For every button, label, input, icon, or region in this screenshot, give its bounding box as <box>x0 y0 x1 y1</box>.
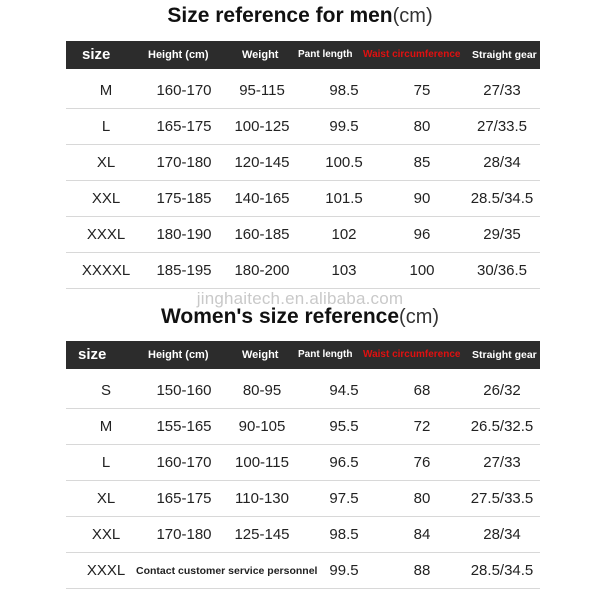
header-height: Height (cm) <box>148 349 209 361</box>
men-table-header <box>66 41 540 69</box>
cell-waist: 80 <box>413 490 431 507</box>
header-straight-gear: Straight gear <box>472 349 537 361</box>
header-waist-circumference: Waist circumference <box>363 349 461 360</box>
cell-size: XXL <box>91 526 121 543</box>
cell-height: 165-175 <box>156 118 212 135</box>
cell-weight: 100-115 <box>235 454 289 471</box>
cell-weight: 110-130 <box>235 490 289 507</box>
cell-straight-gear: 27/33.5 <box>476 118 528 135</box>
cell-pant-length: 98.5 <box>329 82 359 99</box>
header-size: size <box>82 46 111 63</box>
header-weight: Weight <box>242 49 279 61</box>
header-pant-length: Pant length <box>298 349 353 360</box>
cell-size: XXXL <box>86 226 126 243</box>
cell-size: XXXXL <box>81 262 131 279</box>
men-title-unit: (cm) <box>392 5 433 27</box>
cell-waist: 90 <box>413 190 431 207</box>
table-row <box>66 218 540 253</box>
header-pant-length: Pant length <box>298 49 353 60</box>
cell-straight-gear: 29/35 <box>483 226 521 243</box>
cell-height: 150-160 <box>156 382 212 399</box>
cell-pant-length: 97.5 <box>329 490 359 507</box>
cell-waist: 75 <box>413 82 431 99</box>
cell-height: 160-170 <box>156 82 212 99</box>
men-title-text: Size reference for men <box>167 4 393 27</box>
cell-waist: 84 <box>413 526 431 543</box>
cell-size: L <box>101 118 111 135</box>
cell-straight-gear: 27.5/33.5 <box>470 490 534 507</box>
table-row <box>66 518 540 553</box>
table-row <box>66 482 540 517</box>
cell-waist: 80 <box>413 118 431 135</box>
cell-straight-gear: 28.5/34.5 <box>470 562 534 579</box>
cell-height: 155-165 <box>156 418 212 435</box>
cell-weight: 95-115 <box>239 82 285 99</box>
cell-pant-length: 101.5 <box>325 190 363 207</box>
watermark: jinghaitech.en.alibaba.com <box>196 289 404 308</box>
women-table-header <box>66 341 540 369</box>
cell-size: L <box>101 454 111 471</box>
header-waist-circumference: Waist circumference <box>363 49 461 60</box>
cell-weight: 100-125 <box>234 118 290 135</box>
cell-waist: 88 <box>413 562 431 579</box>
cell-pant-length: 94.5 <box>329 382 359 399</box>
table-row <box>66 446 540 481</box>
table-row <box>66 146 540 181</box>
cell-weight: 90-105 <box>238 418 286 435</box>
cell-height: 160-170 <box>156 454 212 471</box>
men-size-title <box>0 4 600 28</box>
cell-pant-length: 99.5 <box>329 562 359 579</box>
women-title-text: Women's size reference <box>160 305 400 328</box>
cell-size: XL <box>96 490 116 507</box>
table-row <box>66 182 540 217</box>
cell-pant-length: 100.5 <box>325 154 363 171</box>
cell-height: 175-185 <box>156 190 212 207</box>
header-size: size <box>78 346 107 363</box>
table-row <box>66 74 540 109</box>
cell-pant-length: 99.5 <box>329 118 359 135</box>
cell-straight-gear: 28.5/34.5 <box>470 190 534 207</box>
cell-weight: 180-200 <box>234 262 290 279</box>
cell-height: 170-180 <box>156 526 212 543</box>
cell-height: 165-175 <box>156 490 212 507</box>
header-straight-gear: Straight gear <box>472 49 537 61</box>
cell-pant-length: 103 <box>331 262 357 279</box>
cell-contact-note: Contact customer service personnel <box>136 565 318 577</box>
cell-weight: 80-95 <box>242 382 282 399</box>
cell-height: 185-195 <box>156 262 212 279</box>
cell-size: M <box>99 82 113 99</box>
cell-straight-gear: 27/33 <box>483 82 521 99</box>
cell-weight: 120-145 <box>234 154 290 171</box>
cell-pant-length: 102 <box>331 226 357 243</box>
cell-height: 180-190 <box>156 226 212 243</box>
header-height: Height (cm) <box>148 49 209 61</box>
cell-pant-length: 98.5 <box>329 526 359 543</box>
cell-waist: 68 <box>413 382 431 399</box>
cell-height: 170-180 <box>156 154 212 171</box>
cell-size: XXL <box>91 190 121 207</box>
cell-straight-gear: 28/34 <box>483 154 521 171</box>
cell-waist: 100 <box>409 262 435 279</box>
cell-size: XL <box>96 154 116 171</box>
cell-straight-gear: 27/33 <box>483 454 521 471</box>
cell-straight-gear: 26/32 <box>483 382 521 399</box>
cell-straight-gear: 26.5/32.5 <box>470 418 534 435</box>
header-weight: Weight <box>242 349 279 361</box>
cell-waist: 96 <box>413 226 431 243</box>
cell-pant-length: 96.5 <box>329 454 359 471</box>
cell-pant-length: 95.5 <box>329 418 359 435</box>
table-row <box>66 410 540 445</box>
table-row <box>66 110 540 145</box>
table-row <box>66 554 540 589</box>
cell-weight: 125-145 <box>234 526 290 543</box>
cell-waist: 85 <box>413 154 431 171</box>
cell-straight-gear: 28/34 <box>483 526 521 543</box>
table-row <box>66 374 540 409</box>
cell-weight: 160-185 <box>234 226 290 243</box>
women-size-title <box>0 305 600 329</box>
cell-size: XXXL <box>86 562 126 579</box>
women-title-unit: (cm) <box>399 306 440 328</box>
cell-weight: 140-165 <box>234 190 290 207</box>
cell-waist: 76 <box>413 454 431 471</box>
cell-size: S <box>100 382 112 399</box>
cell-size: M <box>99 418 113 435</box>
cell-straight-gear: 30/36.5 <box>476 262 528 279</box>
table-row <box>66 254 540 289</box>
cell-waist: 72 <box>413 418 431 435</box>
